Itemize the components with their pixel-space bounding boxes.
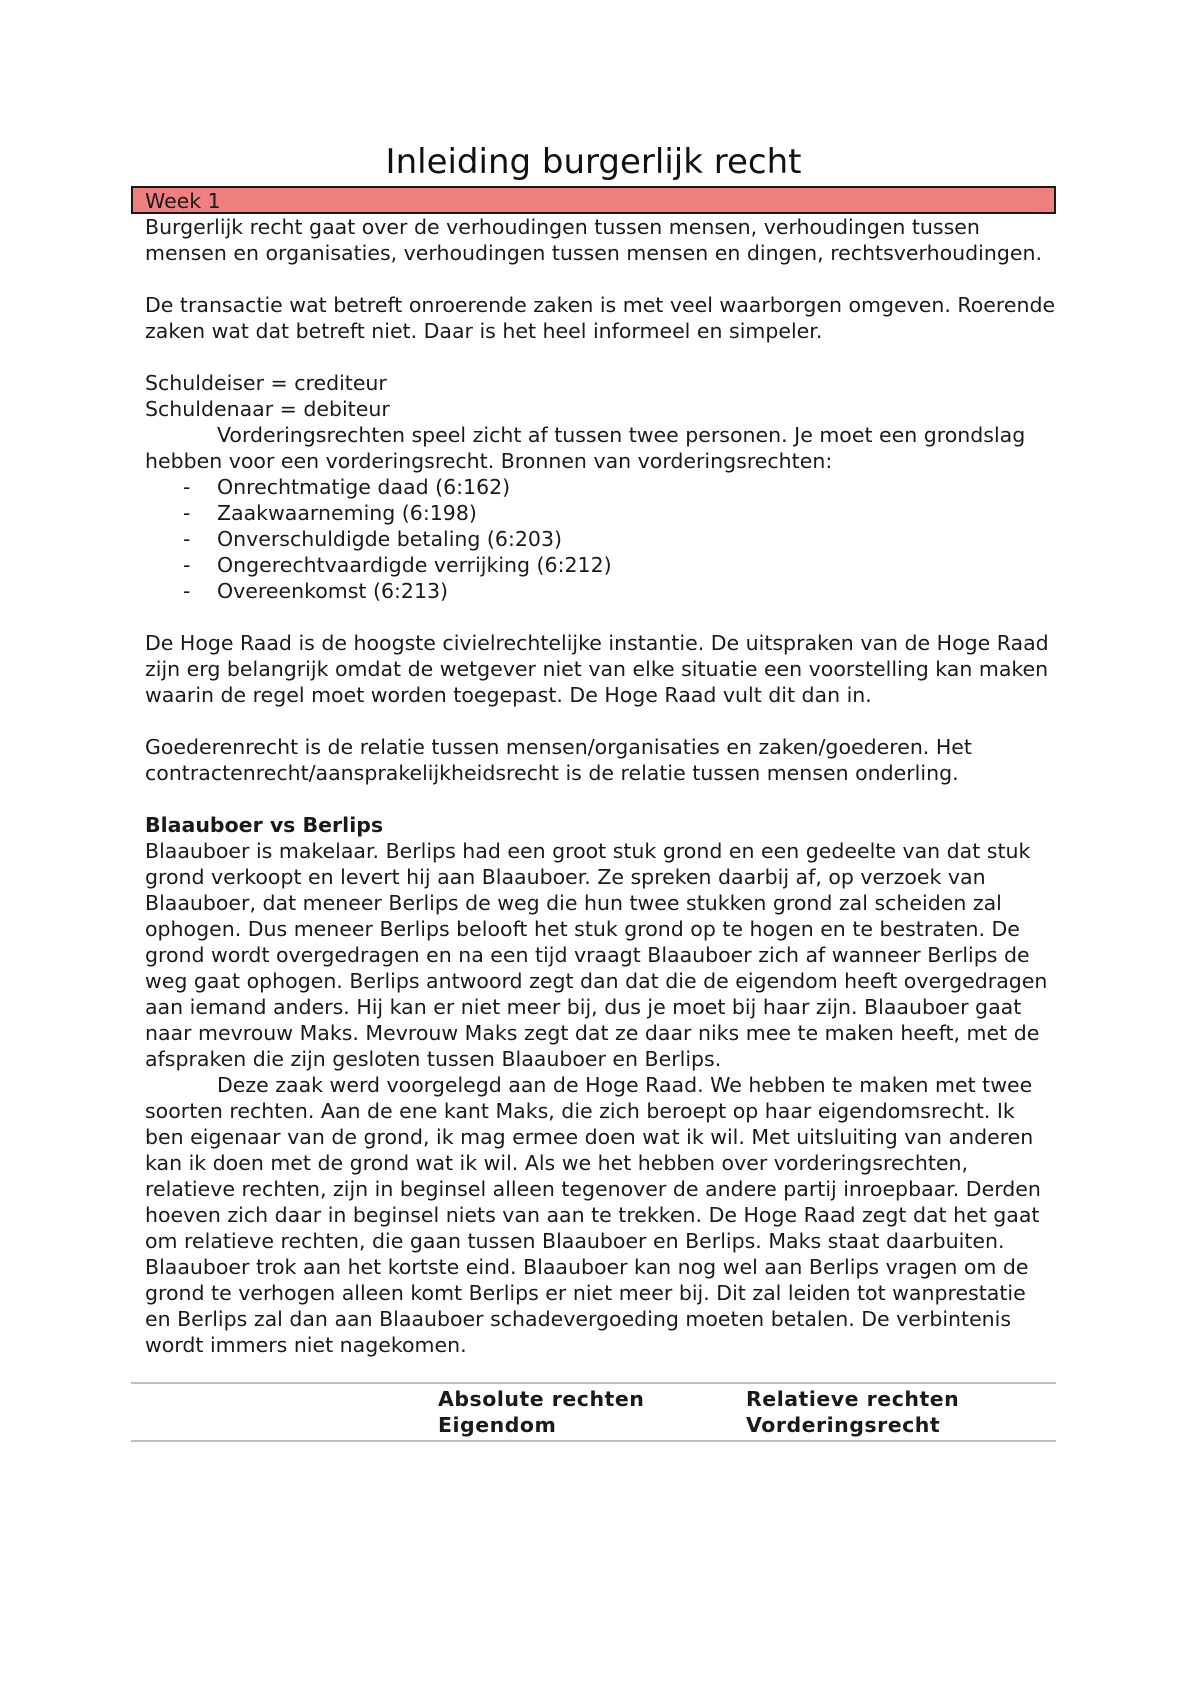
week-header: Week 1 bbox=[131, 186, 1056, 214]
schuldenaar-line: Schuldenaar = debiteur bbox=[145, 397, 390, 421]
table-row bbox=[131, 1412, 1056, 1441]
list-item: - Ongerechtvaardigde verrijking (6:212) bbox=[183, 553, 612, 577]
vordering-paragraph: Vorderingsrechten speel zicht af tussen twee personen. Je moet een grondslag hebben voor een vorderingsrecht. Bronnen van vorderingsrechten: bbox=[145, 423, 1026, 473]
table-cell-eigendom: Eigendom bbox=[438, 1412, 746, 1441]
case-heading: Blaauboer vs Berlips bbox=[145, 813, 384, 837]
list-item: - Zaakwaarneming (6:198) bbox=[183, 501, 477, 525]
document-body bbox=[131, 214, 1056, 1358]
table-cell bbox=[131, 1412, 438, 1441]
list-item: - Onrechtmatige daad (6:162) bbox=[183, 475, 511, 499]
case-paragraph-1: Blaauboer is makelaar. Berlips had een groot stuk grond en een gedeelte van dat stuk grond verkoopt en levert hij aan Blaauboer. Ze spreken daarbij af, op verzoek van Blaauboer, dat meneer Berlips de weg die hun twee stukken grond zal scheiden zal ophogen. Dus meneer Berlips belooft het stuk grond op te hogen en te bestraten. De grond wordt overgedragen en na een tijd vraagt Blaauboer zich af wanneer Berlips de weg gaat ophogen. Berlips antwoord zegt dan dat die de eigendom heeft overgedragen aan iemand anders. Hij kan er niet meer bij, dus je moet bij haar zijn. Blaauboer gaat naar mevrouw Maks. Mevrouw Maks zegt dat ze daar niks mee te maken heeft, met de afspraken die zijn gesloten tussen Blaauboer en Berlips. bbox=[145, 839, 1048, 1071]
list-item: - Overeenkomst (6:213) bbox=[183, 579, 449, 603]
table-row bbox=[131, 1383, 1056, 1412]
list-item: - Onverschuldigde betaling (6:203) bbox=[183, 527, 563, 551]
table-header-relative: Relatieve rechten bbox=[746, 1383, 1056, 1412]
bronnen-list bbox=[145, 474, 1056, 604]
table-cell-vorderingsrecht: Vorderingsrecht bbox=[746, 1412, 1056, 1441]
hoge-raad-paragraph: De Hoge Raad is de hoogste civielrechtelijke instantie. De uitspraken van de Hoge Raad zijn erg belangrijk omdat de wetgever niet van elke situatie een voorstelling kan maken waarin de regel moet worden toegepast. De Hoge Raad vult dit dan in. bbox=[145, 631, 1049, 707]
case-paragraph-2: Deze zaak werd voorgelegd aan de Hoge Raad. We hebben te maken met twee soorten rechten. Aan de ene kant Maks, die zich beroept op haar eigendomsrecht. Ik ben eigenaar van de grond, ik mag ermee doen wat ik wil. Met uitsluiting van anderen kan ik doen met de grond wat ik wil. Als we het hebben over vorderingsrechten, relatieve rechten, zijn in beginsel alleen tegenover de andere partij inroepbaar. Derden hoeven zich daar in beginsel niets van aan te trekken. De Hoge Raad zegt dat het gaat om relatieve rechten, die gaan tussen Blaauboer en Berlips. Maks staat daarbuiten. Blaauboer trok aan het kortste eind. Blaauboer kan nog wel aan Berlips vragen om de grond te verhogen alleen komt Berlips er niet meer bij. Dit zal leiden tot wanprestatie en Berlips zal dan aan Blaauboer schadevergoeding moeten betalen. De verbintenis wordt immers niet nagekomen. bbox=[145, 1073, 1041, 1357]
intro-paragraph-2: De transactie wat betreft onroerende zaken is met veel waarborgen omgeven. Roerende zaken wat dat betreft niet. Daar is het heel informeel en simpeler. bbox=[145, 293, 1056, 343]
rights-table bbox=[131, 1382, 1056, 1442]
document-content bbox=[131, 140, 1056, 1442]
table-header-absolute: Absolute rechten bbox=[438, 1383, 746, 1412]
document-title: Inleiding burgerlijk recht bbox=[385, 142, 802, 182]
goederenrecht-paragraph: Goederenrecht is de relatie tussen mensen/organisaties en zaken/goederen. Het contractenrecht/aansprakelijkheidsrecht is de relatie tussen mensen onderling. bbox=[145, 735, 972, 785]
intro-paragraph-1: Burgerlijk recht gaat over de verhoudingen tussen mensen, verhoudingen tussen mensen en organisaties, verhoudingen tussen mensen en dingen, rechtsverhoudingen. bbox=[145, 215, 1042, 265]
table-cell bbox=[131, 1383, 438, 1412]
schuldeiser-line: Schuldeiser = crediteur bbox=[145, 371, 387, 395]
